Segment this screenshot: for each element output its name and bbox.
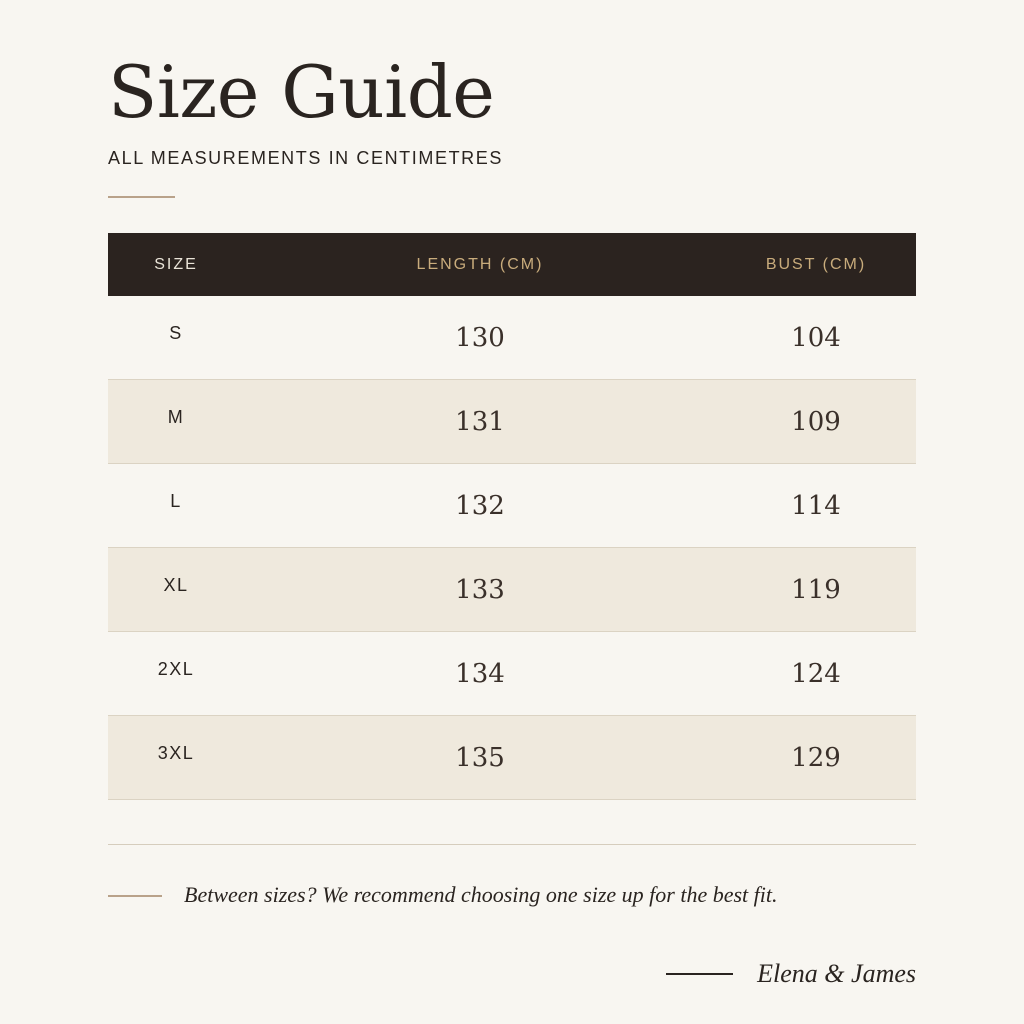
length-cell: 134 [455, 658, 505, 689]
bust-cell: 104 [791, 322, 841, 353]
page-subtitle: ALL MEASUREMENTS IN CENTIMETRES [108, 148, 503, 168]
table-row [108, 716, 916, 800]
accent-divider [108, 196, 175, 198]
column-header-size: SIZE [154, 255, 198, 273]
column-header-length: LENGTH (CM) [416, 255, 544, 273]
length-cell: 130 [455, 322, 505, 353]
size-cell: XL [163, 575, 189, 595]
size-table [108, 233, 916, 800]
table-row [108, 632, 916, 716]
length-cell: 131 [455, 406, 505, 437]
size-cell: 3XL [157, 743, 195, 763]
section-divider [108, 844, 916, 845]
table-row [108, 296, 916, 380]
page-title: Size Guide [108, 50, 495, 134]
size-cell: S [169, 323, 183, 343]
column-header-bust: BUST (CM) [765, 255, 867, 273]
bust-cell: 119 [791, 574, 841, 605]
size-cell: L [170, 491, 182, 511]
table-header [108, 233, 916, 296]
signature-dash [666, 973, 733, 975]
signature: Elena & James [757, 959, 916, 988]
size-cell: M [167, 407, 185, 427]
fit-note: Between sizes? We recommend choosing one size up for the best fit. [184, 882, 778, 907]
table-row [108, 464, 916, 548]
bust-cell: 124 [791, 658, 841, 689]
note-dash [108, 895, 162, 897]
table-row [108, 548, 916, 632]
length-cell: 132 [455, 490, 505, 521]
size-cell: 2XL [157, 659, 195, 679]
bust-cell: 109 [791, 406, 841, 437]
bust-cell: 114 [791, 490, 841, 521]
length-cell: 133 [455, 574, 505, 605]
bust-cell: 129 [791, 742, 841, 773]
length-cell: 135 [455, 742, 505, 773]
table-row [108, 380, 916, 464]
